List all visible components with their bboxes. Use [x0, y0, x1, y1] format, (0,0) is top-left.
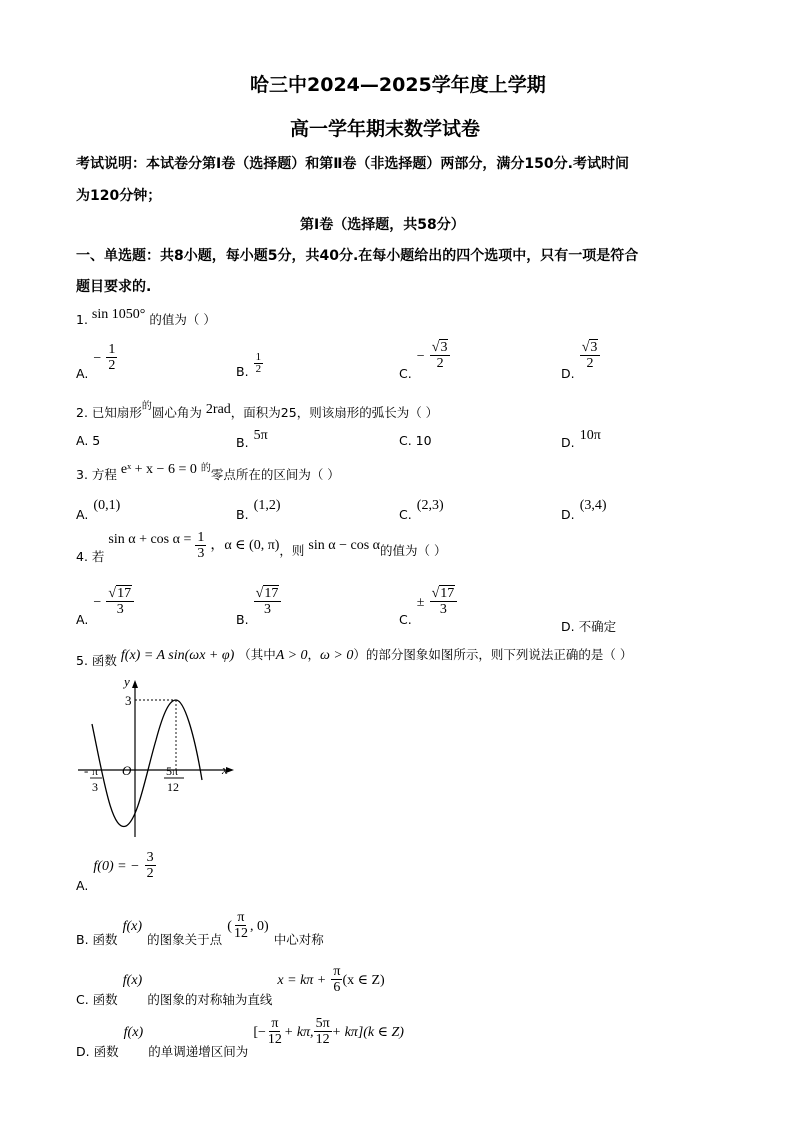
option-function: f(x) — [122, 919, 143, 934]
origin-label: O — [122, 763, 132, 778]
option-text: 的单调递增区间为 — [148, 1044, 249, 1059]
q3-option-a[interactable] — [76, 494, 120, 522]
question-4 — [76, 530, 446, 565]
x1-denominator: 3 — [92, 780, 98, 794]
q2-option-a[interactable]: A. 5 — [76, 433, 101, 448]
q1-expression: sin 1050° — [91, 307, 146, 322]
option-equation-tail: (x ∈ Z) — [342, 973, 385, 988]
q4-option-c[interactable] — [399, 586, 457, 627]
interval-mid: + kπ, — [283, 1025, 314, 1040]
q3-equation: eˣ + x − 6 = 0 — [120, 462, 197, 477]
section1-line1: 一、单选题：共8小题，每小题5分，共40分.在每小题给出的四个选项中，只有一项是符合 — [76, 248, 639, 264]
q2-small-char: 的 — [141, 401, 152, 412]
q3-small-char: 的 — [200, 463, 211, 474]
q1-option-b[interactable] — [236, 352, 263, 379]
option-label: B. — [236, 435, 249, 450]
q5-option-c[interactable] — [76, 964, 385, 1008]
fraction: $\frac{1}{2}$ — [108, 342, 116, 373]
option-label: A. — [76, 878, 89, 893]
q2-option-c[interactable]: C. 10 — [399, 433, 432, 448]
x-axis-label: x — [222, 762, 228, 777]
q2-stem-mid: 圆心角为 — [151, 405, 202, 420]
option-label: B. — [236, 364, 249, 379]
exam-title: 哈三中2024—2025学年度上学期 — [250, 74, 546, 96]
instructions-line1: 考试说明：本试卷分第Ⅰ卷（选择题）和第Ⅱ卷（非选择题）两部分，满分150分.考试时间 — [76, 156, 629, 172]
question-2 — [76, 397, 438, 421]
x1-numerator: π — [92, 764, 99, 778]
q5-option-a[interactable] — [76, 850, 156, 893]
q5-option-b[interactable] — [76, 910, 324, 948]
x2-numerator: 5π — [166, 764, 179, 778]
question-1 — [76, 306, 216, 328]
minus-sign: − — [416, 349, 425, 364]
option-function: f(x) — [123, 1025, 144, 1040]
y-axis-label: y — [124, 674, 130, 689]
q5-stem-end: ）的部分图象如图所示，则下列说法正确的是（ ） — [353, 647, 633, 662]
q2-angle: 2rad — [205, 402, 231, 417]
q1-option-c[interactable] — [399, 340, 450, 381]
option-value: (3,4) — [579, 498, 607, 513]
x2-denominator: 12 — [167, 780, 179, 794]
option-label: D. — [561, 507, 575, 522]
question-3 — [76, 459, 340, 483]
question-5 — [76, 645, 632, 669]
q4-stem-mid: ，则 — [279, 543, 305, 558]
q4-option-b[interactable] — [236, 586, 281, 627]
option-equation: x = kπ + — [277, 973, 327, 988]
q3-option-d[interactable] — [561, 494, 607, 522]
option-text-end: 中心对称 — [273, 932, 324, 947]
option-label: D. 函数 — [76, 1044, 119, 1059]
instructions-line2: 为120分钟； — [76, 188, 162, 204]
q5-function: f(x) = A sin(ωx + φ) — [120, 648, 235, 663]
y-axis-arrow — [132, 680, 138, 688]
option-value: 10π — [579, 428, 601, 443]
fraction: $\frac{\pi}{12}$ — [267, 1016, 282, 1047]
q3-stem-start: 3. 方程 — [76, 467, 117, 482]
q2-option-b[interactable] — [236, 424, 268, 450]
point-paren: ( — [227, 919, 232, 934]
fraction: $\frac{√17}{3}$ — [254, 586, 282, 617]
q3-option-b[interactable] — [236, 494, 280, 522]
point-tail: , 0) — [249, 919, 269, 934]
fraction: $\frac{√17}{3}$ — [106, 586, 134, 617]
option-label: B. 函数 — [76, 932, 118, 947]
q1-stem: 的值为（ ） — [149, 312, 216, 327]
option-value: (0,1) — [93, 498, 121, 513]
option-text: 的图象的对称轴为直线 — [147, 992, 273, 1007]
q4-equation: sin α + cos α = — [108, 532, 192, 547]
fraction: $\frac{\pi}{12}$ — [233, 910, 248, 941]
q3-option-c[interactable] — [399, 494, 444, 522]
sine-curve — [92, 700, 202, 826]
option-value: (1,2) — [253, 498, 281, 513]
q5-separator: ， — [307, 647, 321, 662]
q3-stem-end: 零点所在的区间为（ ） — [210, 467, 340, 482]
q2-stem-start: 2. 已知扇形 — [76, 405, 142, 420]
q5-option-d[interactable] — [76, 1016, 404, 1060]
q1-option-a[interactable] — [76, 342, 117, 381]
option-label: D. — [561, 366, 575, 381]
option-label: A. — [76, 612, 89, 627]
minus-sign: − — [93, 595, 102, 610]
option-label: A. — [76, 507, 89, 522]
interval-tail: + kπ](k ∈ Z) — [331, 1025, 404, 1040]
q4-expression: sin α − cos α — [308, 538, 380, 553]
q4-condition: ，α ∈ (0, π) — [210, 538, 280, 553]
fraction: $\frac{1}{2}$ — [255, 351, 262, 375]
option-value: 5π — [253, 428, 268, 443]
question-number: 1. — [76, 312, 88, 327]
sine-graph — [70, 672, 250, 842]
fraction: $\frac{√3}{2}$ — [580, 340, 601, 371]
q2-option-d[interactable] — [561, 424, 601, 450]
interval-open: [− — [253, 1025, 266, 1040]
option-value: (2,3) — [416, 498, 444, 513]
x1-sign: - — [84, 763, 89, 778]
q5-stem-start: 5. 函数 — [76, 653, 117, 668]
option-label: B. — [236, 612, 249, 627]
fraction: $\frac{1}{3}$ — [197, 530, 205, 561]
q5-condition-omega: ω > 0 — [320, 648, 354, 663]
q4-stem-end: 的值为（ ） — [380, 543, 447, 558]
fraction: $\frac{√3}{2}$ — [430, 340, 451, 371]
option-label: A. — [76, 366, 89, 381]
minus-sign: − — [93, 351, 102, 366]
y-max-label: 3 — [125, 693, 132, 708]
option-label: C. — [399, 507, 412, 522]
fraction: $\frac{√17}{3}$ — [430, 586, 458, 617]
plus-minus-sign: ± — [416, 595, 425, 610]
q5-condition-a: A > 0 — [275, 648, 308, 663]
option-function: f(x) — [122, 973, 143, 988]
option-text: 的图象关于点 — [147, 932, 223, 947]
q1-option-d[interactable] — [561, 340, 600, 381]
q4-stem-start: 4. 若 — [76, 549, 105, 564]
option-label: C. — [399, 366, 412, 381]
q2-stem-end: ，面积为25，则该扇形的弧长为（ ） — [230, 405, 439, 420]
option-label: D. — [561, 435, 575, 450]
section1-line2: 题目要求的. — [76, 279, 152, 295]
fraction: $\frac{5\pi}{12}$ — [315, 1016, 330, 1047]
q4-option-a[interactable] — [76, 586, 134, 627]
q5-paren-open: （其中 — [238, 647, 276, 662]
part1-title: 第Ⅰ卷（选择题，共58分） — [300, 217, 465, 233]
option-label: B. — [236, 507, 249, 522]
option-label: C. — [399, 612, 412, 627]
fraction: $\frac{3}{2}$ — [146, 850, 154, 881]
option-label: C. 函数 — [76, 992, 118, 1007]
option-expression: f(0) = − — [93, 859, 140, 874]
fraction: $\frac{\pi}{6}$ — [333, 964, 341, 995]
q4-option-d[interactable]: D. 不确定 — [561, 619, 617, 634]
exam-subtitle: 高一学年期末数学试卷 — [290, 118, 481, 140]
